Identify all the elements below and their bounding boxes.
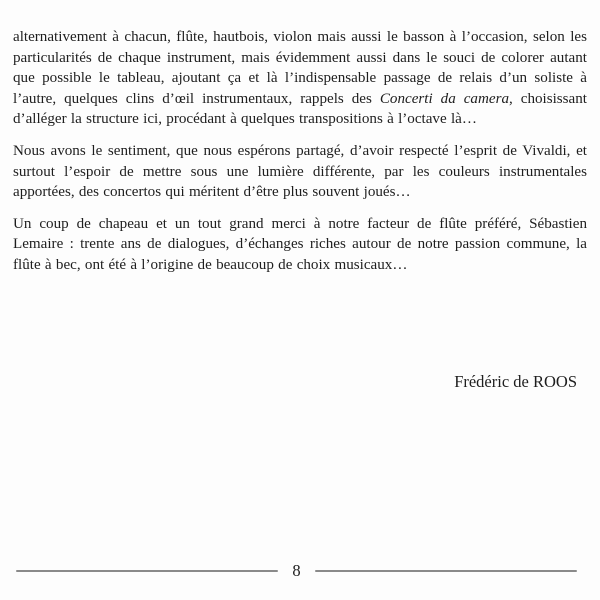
author-signature: Frédéric de ROOS <box>454 371 577 391</box>
paragraph-1-continuation: , choisissant d’alléger la structure ici, procédant à quelques transpositions à l’octave là… <box>13 90 587 128</box>
footer-rule-right <box>315 570 577 572</box>
footer-rule-left <box>16 570 278 572</box>
page-footer <box>16 562 577 580</box>
paragraph-1-text: alternativement à chacun, flûte, hautbois, violon mais aussi le basson à l’occasion, selon les particularités de chaque instrument, mais évidemment aussi dans le souci de colorer autant que possible le tableau, ajoutant ça et là l’indispensable passage de relais d’un soliste à l’autre, quelques clins d’œil instrumentaux, rappels des <box>13 29 587 107</box>
paragraph-1 <box>13 27 587 130</box>
paragraph-1-italic-work-title: Concerti da camera <box>379 90 509 107</box>
paragraph-3: Un coup de chapeau et un tout grand merci à notre facteur de flûte préféré, Sébastien Lemaire : trente ans de dialogues, d’échanges riches autour de notre passion commune, la flûte à bec, ont été à l’origine de beaucoup de choix musicaux… <box>13 215 587 273</box>
paragraph-2: Nous avons le sentiment, que nous espérons partagé, d’avoir respecté l’esprit de Vivaldi, et surtout l’espoir de mettre sous une lumière différente, par les couleurs instrumentales apportées, des concertos qui méritent d’être plus souvent joués… <box>13 142 587 201</box>
page-number: 8 <box>292 561 301 580</box>
